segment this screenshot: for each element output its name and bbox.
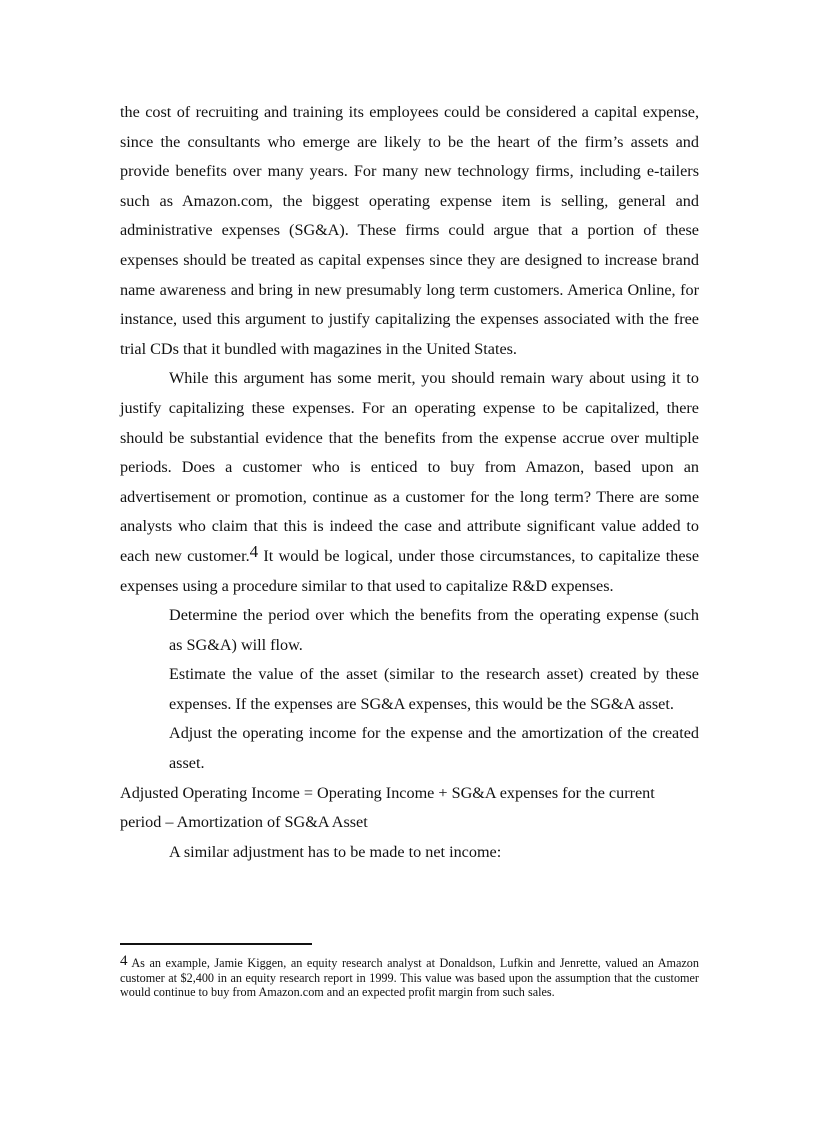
paragraph-caution [120,364,699,601]
paragraph-net-income: A similar adjustment has to be made to net income: [169,842,502,861]
paragraph-caution-text-continued: It would be logical, under those circumstances, to capitalize these expenses using a procedure similar to that used to capitalize R&D expenses. [120,546,700,595]
footnote [120,953,699,1000]
footnote-reference[interactable]: 4 [249,541,259,561]
step-adjust-income: Adjust the operating income for the expense and the amortization of the created asset. [169,724,699,773]
paragraph-capital-expense: the cost of recruiting and training its employees could be considered a capital expense, since the consultants who emerge are likely to be the heart of the firm’s assets and provide benefits over many years. For many new technology firms, including e-tailers such as Amazon.com, the biggest operating expense item is selling, general and administrative expenses (SG&A). These firms could argue that a portion of these expenses should be treated as capital expenses since they are designed to increase brand name awareness and bring in new presumably long term customers. America Online, for instance, used this argument to justify capitalizing the expenses associated with the free trial CDs that it bundled with magazines in the United States. [120,103,699,358]
footnote-divider [120,943,312,945]
adjusted-operating-income-formula: Adjusted Operating Income = Operating Income + SG&A expenses for the current period – Amortization of SG&A Asset [120,783,655,832]
footnote-number: 4 [120,953,128,969]
paragraph-caution-text: While this argument has some merit, you should remain wary about using it to justify capitalizing these expenses. For an operating expense to be capitalized, there should be substantial evidence that the benefits from the expense accrue over multiple periods. Does a customer who is enticed to buy from Amazon, based upon an advertisement or promotion, continue as a customer for the long term? There are some analysts who claim that this is indeed the case and attribute significant value added to each new customer. [120,369,699,565]
footnote-text: As an example, Jamie Kiggen, an equity research analyst at Donaldson, Lufkin and Jenrette, valued an Amazon customer at $2,400 in an equity research report in 1999. This value was based upon the assumption that the customer would continue to buy from Amazon.com and an expected profit margin from such sales. [120,956,699,1000]
step-estimate-asset: Estimate the value of the asset (similar to the research asset) created by these expenses. If the expenses are SG&A expenses, this would be the SG&A asset. [169,665,699,713]
page-body [120,98,699,867]
step-determine-period: Determine the period over which the benefits from the operating expense (such as SG&A) will flow. [169,606,699,654]
